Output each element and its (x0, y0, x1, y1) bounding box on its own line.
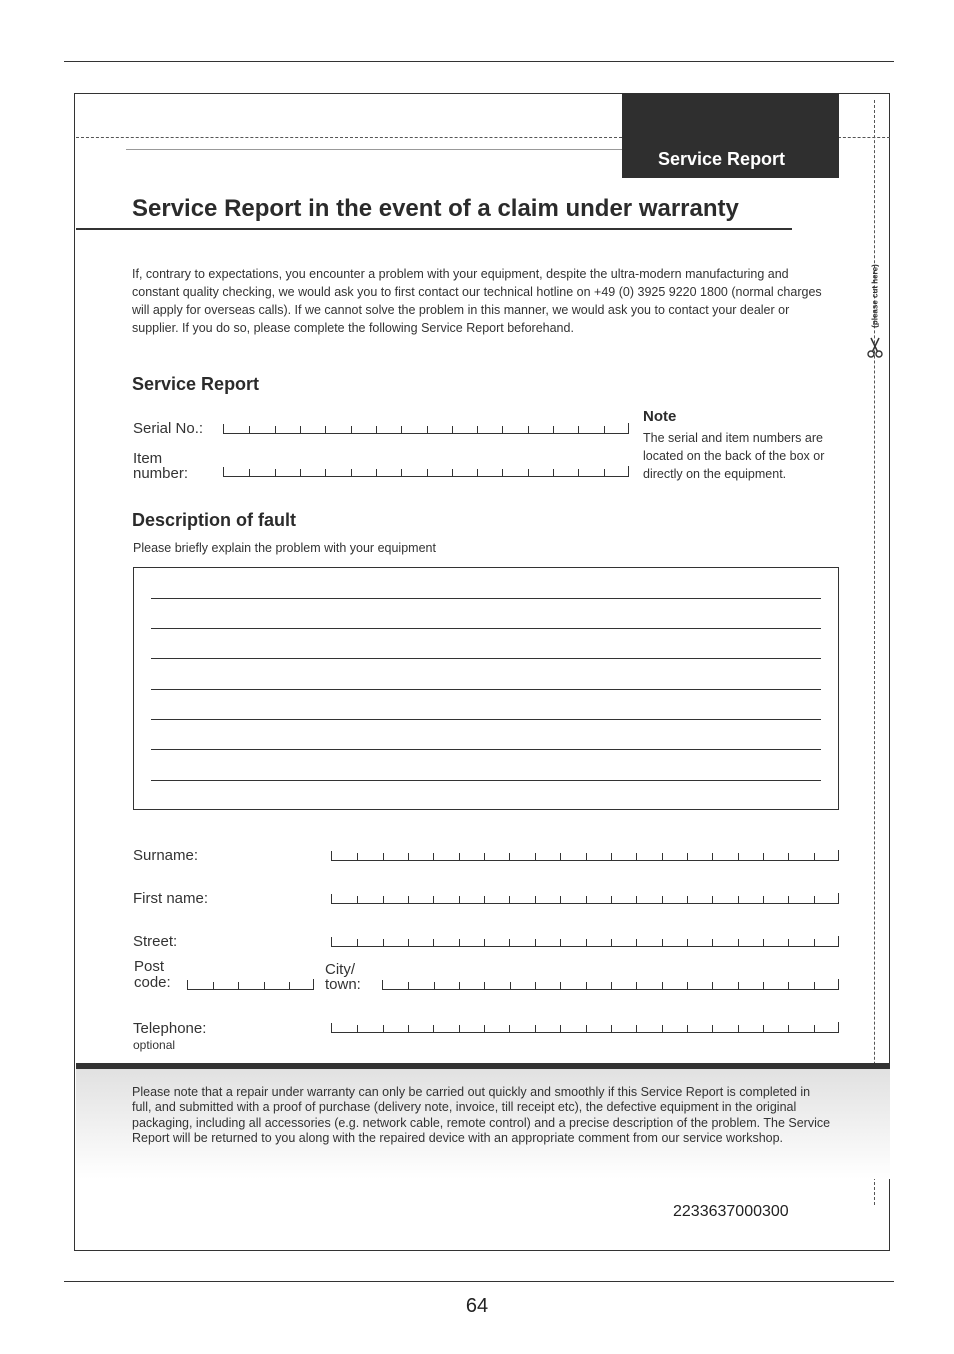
field-tick (838, 893, 839, 903)
field-tick (459, 853, 460, 860)
title-underline (76, 228, 792, 230)
field-tick (351, 469, 352, 476)
field-tick (484, 982, 485, 989)
item-number-field[interactable] (223, 467, 629, 477)
field-tick (313, 979, 314, 989)
field-tick (452, 469, 453, 476)
field-tick (484, 853, 485, 860)
bottom-rule (64, 1281, 894, 1282)
field-tick (814, 896, 815, 903)
field-tick (477, 469, 478, 476)
field-tick (553, 426, 554, 433)
field-tick (433, 1025, 434, 1032)
page-title: Service Report in the event of a claim under warranty (132, 195, 739, 222)
field-tick (509, 896, 510, 903)
field-tick (738, 853, 739, 860)
field-tick (383, 896, 384, 903)
field-tick (535, 896, 536, 903)
field-tick (433, 896, 434, 903)
writing-line (151, 689, 821, 690)
writing-line (151, 719, 821, 720)
field-tick (738, 982, 739, 989)
field-tick (788, 939, 789, 946)
field-tick (738, 1025, 739, 1032)
cut-line-top (76, 137, 622, 138)
field-tick (814, 982, 815, 989)
field-tick (788, 853, 789, 860)
field-tick (408, 1025, 409, 1032)
city-label-line2: town: (325, 976, 361, 993)
field-tick (509, 939, 510, 946)
field-tick (611, 982, 612, 989)
serial-number-field[interactable] (223, 424, 629, 434)
field-tick (838, 936, 839, 946)
first-name-field[interactable] (331, 894, 839, 904)
field-tick (662, 982, 663, 989)
field-tick (586, 939, 587, 946)
field-tick (763, 939, 764, 946)
field-tick (687, 1025, 688, 1032)
field-tick (325, 469, 326, 476)
field-tick (687, 853, 688, 860)
field-tick (636, 982, 637, 989)
fault-instruction: Please briefly explain the problem with your equipment (133, 541, 436, 555)
field-tick (484, 939, 485, 946)
field-tick (275, 426, 276, 433)
postcode-field[interactable] (187, 980, 314, 990)
field-tick (578, 426, 579, 433)
field-tick (408, 939, 409, 946)
field-tick (604, 469, 605, 476)
field-tick (213, 982, 214, 989)
field-tick (289, 982, 290, 989)
field-tick (586, 896, 587, 903)
field-tick (662, 896, 663, 903)
field-tick (662, 853, 663, 860)
field-tick (712, 939, 713, 946)
field-tick (264, 982, 265, 989)
field-tick (275, 469, 276, 476)
field-tick (788, 1025, 789, 1032)
item-number-label-line1: Item (133, 450, 163, 467)
fault-heading: Description of fault (132, 510, 297, 530)
field-tick (249, 469, 250, 476)
field-tick (509, 853, 510, 860)
field-tick (788, 982, 789, 989)
field-tick (586, 982, 587, 989)
field-tick (560, 982, 561, 989)
field-tick (662, 1025, 663, 1032)
field-tick (376, 426, 377, 433)
field-tick (452, 426, 453, 433)
field-tick (300, 426, 301, 433)
field-tick (427, 426, 428, 433)
field-tick (401, 426, 402, 433)
field-tick (560, 853, 561, 860)
postcode-label-line2: code: (134, 974, 171, 991)
service-report-heading: Service Report (132, 374, 260, 394)
street-field[interactable] (331, 937, 839, 947)
field-tick (535, 853, 536, 860)
product-code: 2233637000300 (673, 1203, 789, 1220)
note-title: Note (643, 408, 677, 425)
surname-label: Surname: (133, 847, 199, 864)
field-tick (408, 896, 409, 903)
field-tick (459, 1025, 460, 1032)
field-tick (738, 896, 739, 903)
field-tick (586, 853, 587, 860)
field-tick (357, 1025, 358, 1032)
field-tick (357, 896, 358, 903)
field-tick (636, 1025, 637, 1032)
field-tick (433, 853, 434, 860)
field-tick (611, 1025, 612, 1032)
field-tick (814, 939, 815, 946)
street-label: Street: (133, 933, 178, 950)
field-tick (628, 466, 629, 476)
surname-field[interactable] (331, 851, 839, 861)
field-tick (535, 982, 536, 989)
intro-paragraph: If, contrary to expectations, you encounter a problem with your equipment, despite the ultra-modern manufacturing and constant quality checking, we would ask you to first contact our technical hotline on +49 (0) 3925 9220 1800 (normal charges will apply for overseas calls). If we cannot solve the problem in this manner, we would ask you to contact your dealer or supplier. If you do so, please complete the following Service Report beforehand. (132, 267, 822, 335)
field-tick (687, 896, 688, 903)
field-tick (763, 982, 764, 989)
field-tick (383, 939, 384, 946)
field-tick (408, 853, 409, 860)
field-tick (763, 1025, 764, 1032)
first-name-label: First name: (133, 890, 209, 907)
field-tick (628, 423, 629, 433)
section-tab-label: Service Report (658, 149, 786, 169)
field-tick (408, 982, 409, 989)
writing-line (151, 628, 821, 629)
field-tick (401, 469, 402, 476)
field-tick (383, 853, 384, 860)
field-tick (484, 896, 485, 903)
field-tick (636, 853, 637, 860)
field-tick (553, 469, 554, 476)
field-tick (427, 469, 428, 476)
field-tick (300, 469, 301, 476)
field-tick (838, 850, 839, 860)
field-tick (477, 426, 478, 433)
warranty-footnote: Please note that a repair under warranty can only be carried out quickly and smoothly if this Service Report is completed in full, and submitted with a proof of purchase (delivery note, invoice, till receipt etc), the defective equipment in the original packaging, including all accessories (e.g. network cable, remote control) and a precise description of the problem. The Service Report will be returned to you along with the repaired device with an appropriate comment from our service workshop. (132, 1085, 831, 1145)
fault-description-box[interactable] (133, 567, 839, 810)
field-tick (738, 939, 739, 946)
field-tick (611, 896, 612, 903)
field-tick (528, 469, 529, 476)
field-tick (535, 1025, 536, 1032)
field-tick (484, 1025, 485, 1032)
field-tick (578, 469, 579, 476)
field-tick (459, 982, 460, 989)
section-tab (622, 93, 839, 178)
field-tick (636, 939, 637, 946)
field-tick (434, 982, 435, 989)
field-tick (712, 982, 713, 989)
field-tick (560, 939, 561, 946)
city-field[interactable] (382, 980, 839, 990)
field-tick (712, 853, 713, 860)
field-tick (509, 1025, 510, 1032)
writing-line (151, 598, 821, 599)
field-tick (238, 982, 239, 989)
field-tick (662, 939, 663, 946)
cut-instruction: (please cut here) (870, 264, 880, 328)
field-tick (560, 896, 561, 903)
writing-line (151, 658, 821, 659)
field-tick (604, 426, 605, 433)
field-tick (357, 853, 358, 860)
field-tick (687, 939, 688, 946)
field-tick (459, 939, 460, 946)
field-tick (357, 939, 358, 946)
field-tick (687, 982, 688, 989)
field-tick (325, 426, 326, 433)
writing-line (151, 749, 821, 750)
field-tick (814, 1025, 815, 1032)
field-tick (611, 939, 612, 946)
telephone-optional-note: optional (133, 1038, 176, 1052)
note-text: The serial and item numbers are located on the back of the box or directly on the equipment. (643, 431, 825, 481)
field-tick (459, 896, 460, 903)
cut-line-top-right (838, 137, 890, 138)
city-label-line1: City/ (325, 961, 355, 978)
page-number: 64 (465, 1295, 489, 1317)
field-tick (351, 426, 352, 433)
item-number-label-line2: number: (133, 465, 189, 482)
field-tick (814, 853, 815, 860)
field-tick (376, 469, 377, 476)
field-tick (502, 469, 503, 476)
field-tick (712, 896, 713, 903)
field-tick (838, 1022, 839, 1032)
field-tick (249, 426, 250, 433)
field-tick (763, 853, 764, 860)
writing-line (151, 780, 821, 781)
field-tick (712, 1025, 713, 1032)
field-tick (433, 939, 434, 946)
field-tick (611, 853, 612, 860)
field-tick (560, 1025, 561, 1032)
field-tick (586, 1025, 587, 1032)
field-tick (535, 939, 536, 946)
scissors-icon (866, 337, 884, 359)
field-tick (528, 426, 529, 433)
field-tick (502, 426, 503, 433)
field-tick (788, 896, 789, 903)
postcode-label-line1: Post (134, 958, 165, 975)
field-tick (838, 979, 839, 989)
field-tick (636, 896, 637, 903)
header-divider (126, 149, 622, 150)
field-tick (510, 982, 511, 989)
field-tick (383, 1025, 384, 1032)
top-rule (64, 61, 894, 62)
telephone-field[interactable] (331, 1023, 839, 1033)
telephone-label: Telephone: (133, 1020, 207, 1037)
field-tick (763, 896, 764, 903)
serial-number-label: Serial No.: (133, 420, 204, 437)
